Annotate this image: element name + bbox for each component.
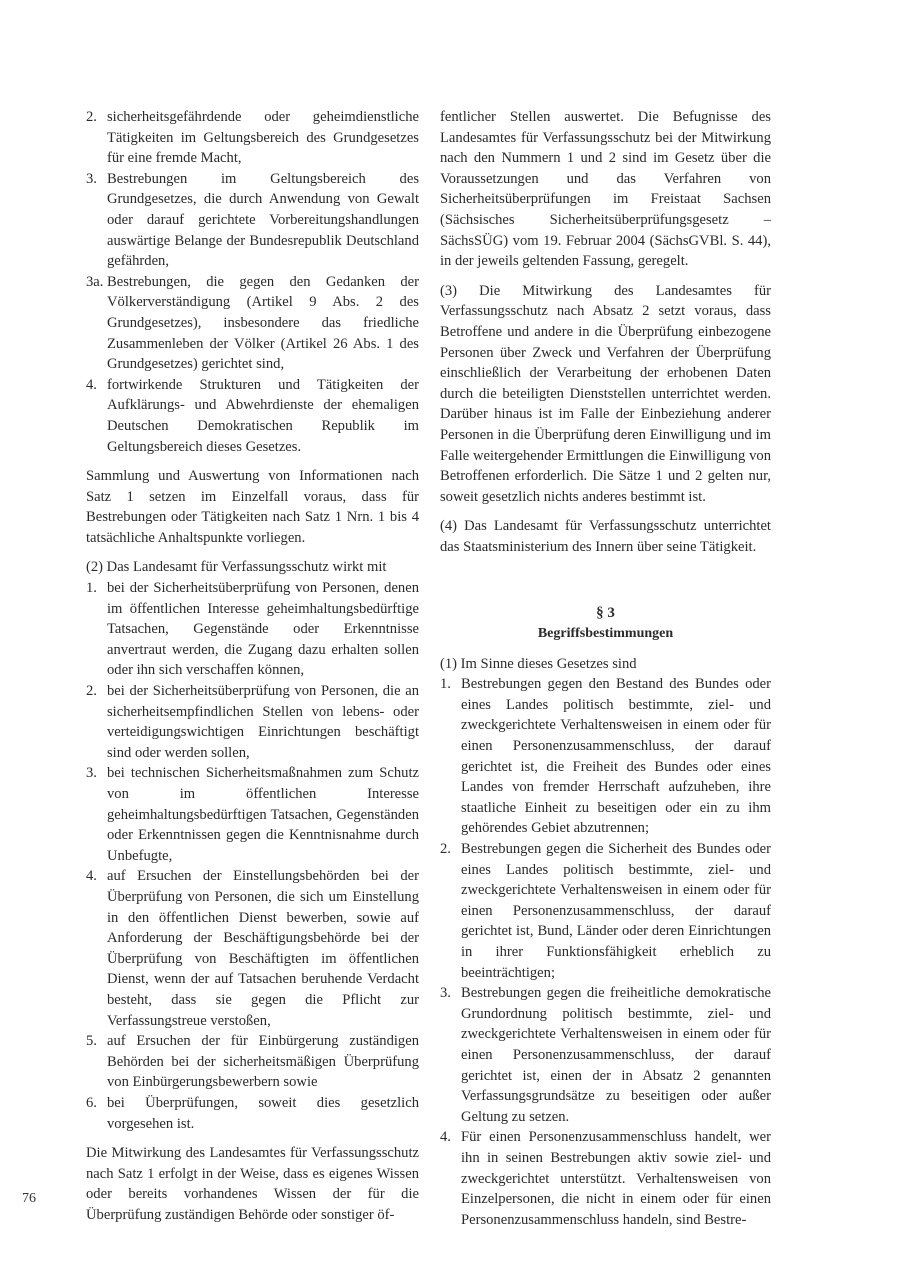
threat-list: [86, 107, 419, 457]
list-item-number: 4.: [440, 1129, 451, 1146]
list-item: [86, 763, 419, 866]
list-item: [440, 983, 771, 1127]
list-item-text: bei der Sicherheitsüberprüfung von Personen, die an sicherheitsempfindlichen Stellen von lebens- oder verteidigungswichtigen Einrichtungen beschäftigt sind oder werden sollen,: [107, 683, 419, 761]
list-item-text: auf Ersuchen der für Einbürgerung zuständigen Behörden bei der sicherheitsmäßigen Überprüfung von Einbürgerungsbewerbern sowie: [107, 1033, 419, 1091]
list-item: [440, 1127, 771, 1230]
list-item-number: 5.: [86, 1033, 97, 1050]
page-number: 76: [22, 1191, 36, 1206]
list-item: [86, 272, 419, 375]
list-item-number: 2.: [86, 683, 97, 700]
paragraph-continuation: fentlicher Stellen auswertet. Die Befugnisse des Landesamtes für Verfassungsschutz bei der Mitwirkung nach den Nummern 1 und 2 sind im Gesetz über die Voraussetzungen und das Verfahren von Sicherheitsüberprüfungen im Freistaat Sachsen (Sächsisches Sicherheitsüberprüfungsgesetz – SächsSÜG) vom 19. Februar 2004 (SächsGVBl. S. 44), in der jeweils geltenden Fassung, geregelt.: [440, 109, 771, 270]
list-item-number: 1.: [86, 580, 97, 597]
list-item: [86, 866, 419, 1031]
list-item-number: 4.: [86, 376, 97, 393]
list-item-text: Für einen Personenzusammenschluss handelt, wer ihn in seinen Bestrebungen aktiv sowie ziel- und zweckgerichtet unterstützt. Verhaltensweisen von Einzelpersonen, die nicht in einem oder für einen Personenzusammenschluss handeln, sind Bestre-: [461, 1129, 771, 1228]
list-item-number: 1.: [440, 676, 451, 693]
list-item-number: 3.: [440, 985, 451, 1002]
list-item-text: bei technischen Sicherheitsmaßnahmen zum Schutz von im öffentlichen Interesse geheimhaltungsbedürftigen Tatsachen, Gegenständen oder Erkenntnissen gegen die Kenntnisnahme durch Unbefugte,: [107, 765, 419, 864]
paragraph-2-intro: (2) Das Landesamt für Verfassungsschutz wirkt mit: [86, 559, 387, 576]
section-heading: [440, 603, 771, 644]
left-column: [86, 107, 419, 1225]
list-item: [86, 169, 419, 272]
list-item-text: sicherheitsgefährdende oder geheimdienstliche Tätigkeiten im Geltungsbereich des Grundgesetzes für eine fremde Macht,: [107, 109, 419, 167]
list-item-text: fortwirkende Strukturen und Tätigkeiten der Aufklärungs- und Abwehrdienste der ehemaligen Deutschen Demokratischen Republik im Geltungsbereich dieses Gesetzes.: [107, 376, 419, 455]
list-item-number: 3a.: [86, 273, 104, 290]
list-item-text: auf Ersuchen der Einstellungsbehörden bei der Überprüfung von Personen, die sich um Einstellung in den öffentlichen Dienst bewerben, sowie auf Anforderung der Beschäftigungsbehörde bei der Überprüfung von Beschäftigten im öffentlichen Dienst, wenn der auf Tatsachen beruhende Verdacht besteht, dass sie gegen die Pflicht zur Verfassungstreue verstoßen,: [107, 868, 419, 1029]
list-item-text: Bestrebungen gegen die freiheitliche demokratische Grundordnung politisch bestimmte, ziel- und zweckgerichtete Verhaltensweisen in einem oder für einen Personenzusammenschluss, der darauf gerichtet ist, einen der in Absatz 2 genannten Verfassungsgrundsätze zu beseitigen oder außer Geltung zu setzen.: [461, 985, 771, 1125]
list-item-number: 4.: [86, 868, 97, 885]
list-item-text: Bestrebungen gegen die Sicherheit des Bundes oder eines Landes politisch bestimmte, ziel- und zweckgerichtete Verhaltensweisen in einem oder für einen Personenzusammenschluss, der darauf gerichtet ist, Bund, Länder oder deren Einrichtungen in ihrer Funktionsfähigkeit erheblich zu beeinträchtigen;: [461, 841, 771, 981]
list-item: [440, 674, 771, 839]
list-item: [86, 578, 419, 681]
list-item-text: Bestrebungen im Geltungsbereich des Grundgesetzes, die durch Anwendung von Gewalt oder darauf gerichtete Vorbereitungshandlungen auswärtige Belange der Bundesrepublik Deutschland gefährden,: [107, 170, 419, 270]
paragraph-participation-mode: Die Mitwirkung des Landesamtes für Verfassungsschutz nach Satz 1 erfolgt in der Weise, dass es eigenes Wissen oder bereits vorhandenes Wissen der für die Überprüfung zuständigen Behörde oder sonstiger öf-: [86, 1145, 419, 1223]
list-item: [86, 1031, 419, 1093]
list-item-text: bei Überprüfungen, soweit dies gesetzlich vorgesehen ist.: [107, 1094, 419, 1132]
list-item-number: 2.: [86, 109, 97, 125]
participation-list: [86, 578, 419, 1134]
section-title: Begriffsbestimmungen: [537, 626, 674, 642]
list-item: [86, 681, 419, 763]
list-item: [440, 839, 771, 983]
list-item: [86, 375, 419, 457]
list-item-number: 3.: [86, 765, 97, 782]
list-item-text: bei der Sicherheitsüberprüfung von Personen, denen im öffentlichen Interesse geheimhaltungsbedürftige Tatsachen, Gegenstände oder Erkenntnisse anvertraut werden, die Zugang dazu erhalten sollen oder ihn sich verschaffen können,: [107, 580, 419, 679]
paragraph-3: (3) Die Mitwirkung des Landesamtes für Verfassungsschutz nach Absatz 2 setzt voraus, dass Betroffene und andere in die Überprüfung einbezogene Personen über Zweck und Verfahren der Überprüfung einschließlich der Verarbeitung der erhobenen Daten durch die beteiligten Dienststellen unterrichtet werden. Darüber hinaus ist im Falle der Einbeziehung anderer Personen in die Überprüfung deren Einwilligung und im Falle weitergehender Ermittlungen die Einwilligung von Betroffenen erforderlich. Die Sätze 1 und 2 gelten nur, soweit gesetzlich nichts anderes bestimmt ist.: [440, 282, 771, 505]
paragraph-collection-conditions: Sammlung und Auswertung von Informationen nach Satz 1 setzen im Einzelfall voraus, dass für Bestrebungen oder Tätigkeiten nach Satz 1 Nrn. 1 bis 4 tatsächliche Anhaltspunkte vorliegen.: [86, 468, 419, 546]
list-item-number: 2.: [440, 841, 451, 857]
list-item-number: 3.: [86, 170, 97, 187]
list-item: [86, 1093, 419, 1134]
definitions-list: [440, 674, 771, 1230]
section-intro: (1) Im Sinne dieses Gesetzes sind: [440, 655, 637, 672]
list-item-text: Bestrebungen, die gegen den Gedanken der Völkerverständigung (Artikel 9 Abs. 2 des Grundgesetzes), insbesondere das friedliche Zusammenleben der Völker (Artikel 26 Abs. 1 des Grundgesetzes) gerichtet sind,: [107, 273, 419, 373]
list-item-text: Bestrebungen gegen den Bestand des Bundes oder eines Landes politisch bestimmte, ziel- und zweckgerichtete Verhaltensweisen in einem oder für einen Personenzusammenschluss, der darauf gerichtet ist, die Freiheit des Bundes oder eines Landes von fremder Herrschaft aufzuheben, ihre staatliche Einheit zu beseitigen oder ein zu ihm gehörendes Gebiet abzutrennen;: [461, 676, 771, 837]
section-number: § 3: [596, 605, 615, 622]
right-column: [440, 107, 771, 1230]
list-item-number: 6.: [86, 1094, 97, 1111]
paragraph-4: (4) Das Landesamt für Verfassungsschutz unterrichtet das Staatsministerium des Innern über seine Tätigkeit.: [440, 518, 771, 555]
list-item: [86, 107, 419, 169]
